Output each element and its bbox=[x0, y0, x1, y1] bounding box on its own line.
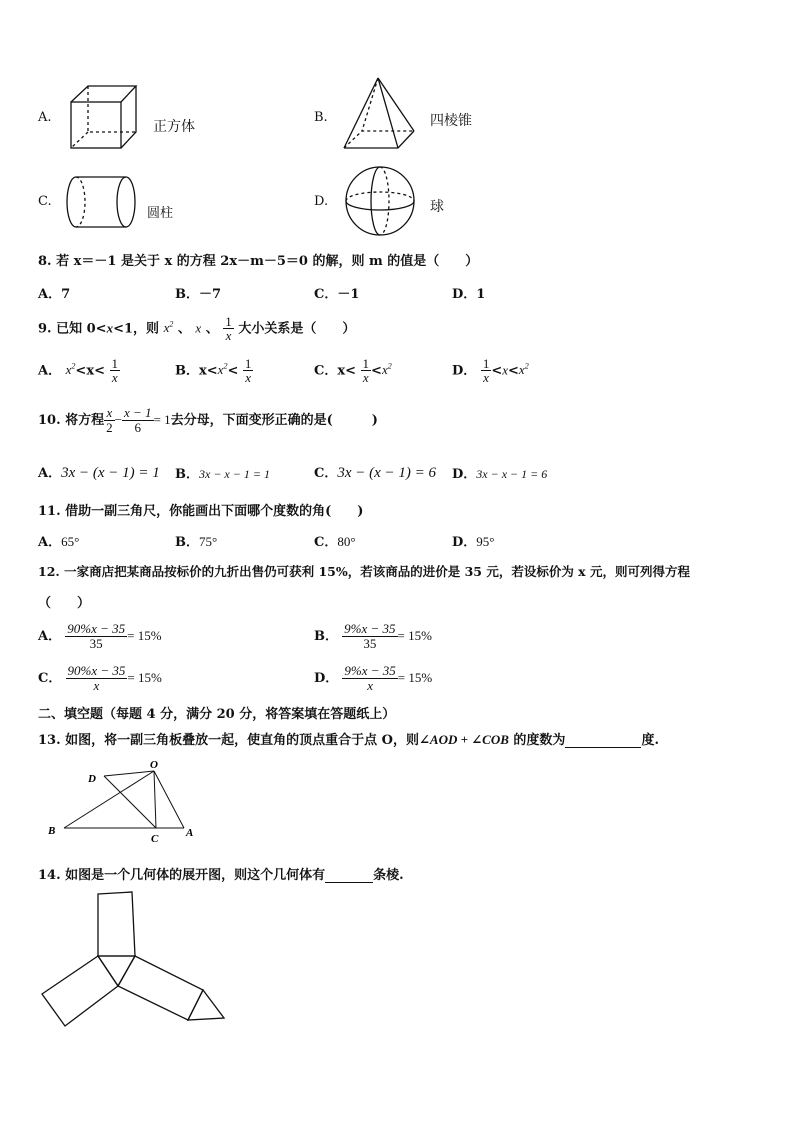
q13-label-b: B bbox=[48, 825, 56, 837]
q11-stem bbox=[38, 500, 363, 519]
q9b-frac bbox=[243, 357, 254, 385]
q10-frac1-den: 2 bbox=[106, 420, 113, 435]
q13-text-post: 的度数为 bbox=[513, 733, 566, 748]
q10-opt-a-letter: A． bbox=[38, 466, 62, 481]
q11-opt-d-letter: D． bbox=[452, 535, 477, 550]
q10-opt-d-letter: D． bbox=[452, 467, 477, 482]
q10-minus: − bbox=[114, 412, 123, 427]
q9-text-post: <1，则 bbox=[113, 321, 160, 337]
q10-option-c bbox=[314, 462, 436, 482]
q9-text-pre: 已知 0< bbox=[56, 321, 107, 337]
q12-opt-a-num: 90%x − 35 bbox=[67, 621, 126, 637]
q11-number: 11. bbox=[38, 504, 61, 519]
q9a-frac-den: x bbox=[111, 370, 118, 386]
q9a-x: x bbox=[86, 363, 95, 379]
q12-opt-d-letter: D． bbox=[314, 671, 339, 686]
q7-option-b-letter: B. bbox=[314, 110, 328, 125]
q9a-x2 bbox=[66, 362, 76, 377]
q9-option-a bbox=[38, 350, 120, 388]
q9c-x2-base: x bbox=[381, 362, 388, 378]
q10-frac1-num: x bbox=[104, 406, 115, 421]
q13-label-o: O bbox=[150, 759, 158, 771]
q12-opt-a-rhs: = 15% bbox=[127, 628, 162, 643]
q13-label-c: C bbox=[151, 833, 159, 845]
q11-opt-b-letter: B． bbox=[175, 535, 199, 550]
sphere-label: 球 bbox=[430, 199, 444, 215]
q10-opt-c-expr: 3x − (x − 1) = 6 bbox=[337, 465, 437, 481]
q9-option-d bbox=[452, 350, 529, 388]
q9b-pre: x< bbox=[199, 363, 218, 379]
q12-opt-b-letter: B． bbox=[314, 629, 338, 644]
q9-opt-d-letter: D． bbox=[452, 363, 477, 379]
q14-answer-blank[interactable] bbox=[325, 868, 373, 883]
q12-opt-b-den: 35 bbox=[363, 636, 377, 651]
q9c-frac-den: x bbox=[362, 370, 369, 386]
q11-opt-c-letter: C． bbox=[314, 535, 338, 550]
q12-opt-a-frac bbox=[65, 622, 127, 650]
q12-opt-b-rhs: = 15% bbox=[397, 628, 432, 643]
cube-figure bbox=[68, 84, 140, 154]
q12-opt-c-letter: C． bbox=[38, 671, 62, 686]
q9d-lt1: < bbox=[491, 363, 503, 379]
q8-option-c: C．－1 bbox=[314, 287, 360, 302]
q13-answer-blank[interactable] bbox=[565, 733, 641, 748]
q12-opt-a-letter: A． bbox=[38, 629, 62, 644]
q9d-x: x bbox=[502, 362, 508, 378]
q9b-x2-base: x bbox=[217, 362, 224, 378]
q9d-lt2: < bbox=[508, 363, 519, 379]
q13-unit: 度. bbox=[641, 733, 659, 748]
q9a-lt2: < bbox=[94, 363, 105, 379]
q8-option-a: A．7 bbox=[38, 287, 71, 302]
q10-text-pre: 将方程 bbox=[65, 413, 105, 428]
pyramid-label: 四棱锥 bbox=[430, 113, 472, 129]
q8-stem bbox=[38, 250, 478, 269]
q12-text: 一家商店把某商品按标价的九折出售仍可获利 15%，若该商品的进价是 35 元，若设标价为 x 元，则可列得方程 bbox=[64, 564, 690, 579]
cylinder-figure bbox=[64, 174, 140, 234]
q11-opt-a-value: 65° bbox=[61, 534, 80, 549]
q9-var-x: x bbox=[106, 320, 114, 336]
q9c-pre: x< bbox=[337, 363, 357, 379]
q8-option-d: D．1 bbox=[452, 287, 486, 302]
q9-x-squared bbox=[164, 320, 174, 335]
q10-frac2-num: x − 1 bbox=[124, 405, 152, 421]
q9-opt-b-letter: B． bbox=[175, 363, 199, 379]
q12-option-d bbox=[314, 660, 432, 697]
q9d-frac-den: x bbox=[483, 370, 489, 386]
q14-net-figure bbox=[38, 890, 234, 1030]
q9-sep1: 、 bbox=[177, 321, 191, 337]
q12-opt-a-den: 35 bbox=[89, 636, 103, 651]
q10-opt-b-expr: 3x − x − 1 = 1 bbox=[199, 467, 270, 481]
q10-opt-a-expr: 3x − (x − 1) = 1 bbox=[61, 465, 160, 481]
q8-option-b: B．－7 bbox=[175, 287, 222, 302]
q9d-x2-base: x bbox=[518, 362, 525, 378]
q9-stem bbox=[38, 308, 355, 346]
q13-stem bbox=[38, 729, 659, 748]
q7-option-c-letter: C. bbox=[38, 194, 52, 209]
q12-opt-c-rhs: = 15% bbox=[127, 670, 162, 685]
q13-angle-expr: ∠AOD + ∠COB bbox=[419, 732, 509, 747]
q7-option-a-letter: A. bbox=[38, 110, 52, 125]
q12-opt-c-frac bbox=[66, 664, 128, 692]
q9c-frac bbox=[361, 357, 372, 385]
q12-option-a bbox=[38, 618, 162, 655]
q9a-x2-base: x bbox=[65, 362, 72, 378]
q9d-x2-exp: 2 bbox=[524, 362, 529, 371]
q13-number: 13. bbox=[38, 733, 61, 748]
q7-option-d-letter: D. bbox=[314, 194, 329, 209]
q9c-lt: < bbox=[371, 363, 382, 379]
q12-option-b bbox=[314, 618, 432, 655]
q9-x2-exp: 2 bbox=[169, 320, 174, 329]
q14-stem bbox=[38, 864, 404, 883]
cube-label: 正方体 bbox=[153, 119, 195, 135]
q10-option-a bbox=[38, 462, 160, 482]
q8-text: 若 x＝－1 是关于 x 的方程 2x－m－5＝0 的解，则 m 的值是（ ） bbox=[56, 254, 479, 269]
q9-x: x bbox=[195, 320, 202, 336]
q13-triangles-figure bbox=[44, 756, 214, 848]
q9b-x2 bbox=[218, 362, 228, 377]
q10-option-b bbox=[175, 463, 270, 482]
q10-opt-c-letter: C． bbox=[314, 466, 338, 481]
q14-number: 14. bbox=[38, 868, 61, 883]
q8-number: 8. bbox=[38, 254, 52, 269]
q11-opt-a-letter: A． bbox=[38, 535, 62, 550]
section-2-heading: 二、填空题（每题 4 分，满分 20 分，将答案填在答题纸上） bbox=[38, 707, 396, 722]
q9-opt-a-letter: A． bbox=[38, 363, 62, 379]
q9b-lt: < bbox=[227, 363, 239, 379]
q12-opt-d-frac bbox=[342, 664, 397, 692]
q9-frac-num: 1 bbox=[225, 313, 232, 329]
q11-opt-b-value: 75° bbox=[199, 534, 218, 549]
q9b-frac-num: 1 bbox=[244, 355, 252, 371]
q9-number: 9. bbox=[38, 321, 52, 337]
q9-frac-den: x bbox=[225, 328, 232, 344]
q9-opt-c-letter: C． bbox=[314, 363, 338, 379]
q12-opt-c-num: 90%x − 35 bbox=[67, 663, 126, 679]
q12-number: 12. bbox=[38, 564, 60, 579]
q9a-lt1: < bbox=[75, 363, 87, 379]
q9d-frac bbox=[481, 357, 492, 385]
q9a-frac-num: 1 bbox=[111, 355, 119, 371]
q9a-frac bbox=[110, 357, 121, 385]
q9-option-c bbox=[314, 350, 392, 388]
q12-opt-b-frac bbox=[342, 622, 397, 650]
q9-x2-base: x bbox=[163, 320, 170, 336]
q11-opt-d-value: 95° bbox=[476, 534, 495, 549]
q11-opt-c-value: 80° bbox=[337, 534, 356, 549]
q12-opt-b-num: 9%x − 35 bbox=[344, 621, 396, 637]
q12-opt-c-den: x bbox=[93, 678, 100, 693]
q12-option-c bbox=[38, 660, 162, 697]
q10-stem bbox=[38, 400, 378, 441]
pyramid-figure bbox=[340, 76, 420, 151]
q9-one-over-x bbox=[223, 315, 234, 343]
q11-text: 借助一副三角尺，你能画出下面哪个度数的角( ) bbox=[65, 504, 364, 519]
q10-eq: = 1 bbox=[153, 412, 171, 427]
q12-opt-d-num: 9%x − 35 bbox=[344, 663, 396, 679]
q14-text-pre: 如图是一个几何体的展开图，则这个几何体有 bbox=[65, 868, 326, 883]
q10-number: 10. bbox=[38, 413, 61, 428]
q9c-x2 bbox=[382, 362, 392, 377]
q9-sep2: 、 bbox=[205, 321, 219, 337]
q13-label-a: A bbox=[186, 827, 194, 839]
q10-frac1 bbox=[104, 406, 115, 434]
q10-frac2 bbox=[122, 406, 154, 434]
q9a-x2-exp: 2 bbox=[71, 362, 76, 371]
q11-option-b bbox=[175, 531, 217, 550]
q10-frac2-den: 6 bbox=[134, 420, 142, 435]
q14-text-post: 条棱. bbox=[373, 868, 404, 883]
q9d-frac-num: 1 bbox=[482, 355, 490, 371]
q10-opt-d-expr: 3x − x − 1 = 6 bbox=[476, 467, 548, 481]
q12-answer-paren: （ ） bbox=[38, 596, 91, 611]
q12-opt-d-rhs: = 15% bbox=[397, 670, 433, 685]
q9-option-b bbox=[175, 350, 253, 388]
q11-option-a bbox=[38, 531, 79, 550]
q11-option-d bbox=[452, 531, 494, 550]
q9c-frac-num: 1 bbox=[362, 355, 370, 371]
q11-option-c bbox=[314, 531, 356, 550]
q13-text-pre: 如图，将一副三角板叠放一起，使直角的顶点重合于点 O，则 bbox=[65, 733, 420, 748]
q12-opt-d-den: x bbox=[367, 678, 373, 693]
q9b-frac-den: x bbox=[245, 370, 252, 386]
q12-stem bbox=[38, 562, 690, 580]
q9d-x2 bbox=[519, 362, 529, 377]
cylinder-label: 圆柱 bbox=[147, 206, 174, 221]
sphere-figure bbox=[343, 164, 417, 238]
q10-option-d bbox=[452, 463, 547, 482]
q10-opt-b-letter: B． bbox=[175, 467, 199, 482]
q9-tail: 大小关系是（ ） bbox=[238, 321, 356, 337]
q9c-x2-exp: 2 bbox=[387, 362, 392, 371]
q13-label-d: D bbox=[88, 773, 96, 785]
q9b-x2-exp: 2 bbox=[223, 362, 228, 371]
q10-tail: 去分母，下面变形正确的是( ) bbox=[170, 413, 378, 428]
